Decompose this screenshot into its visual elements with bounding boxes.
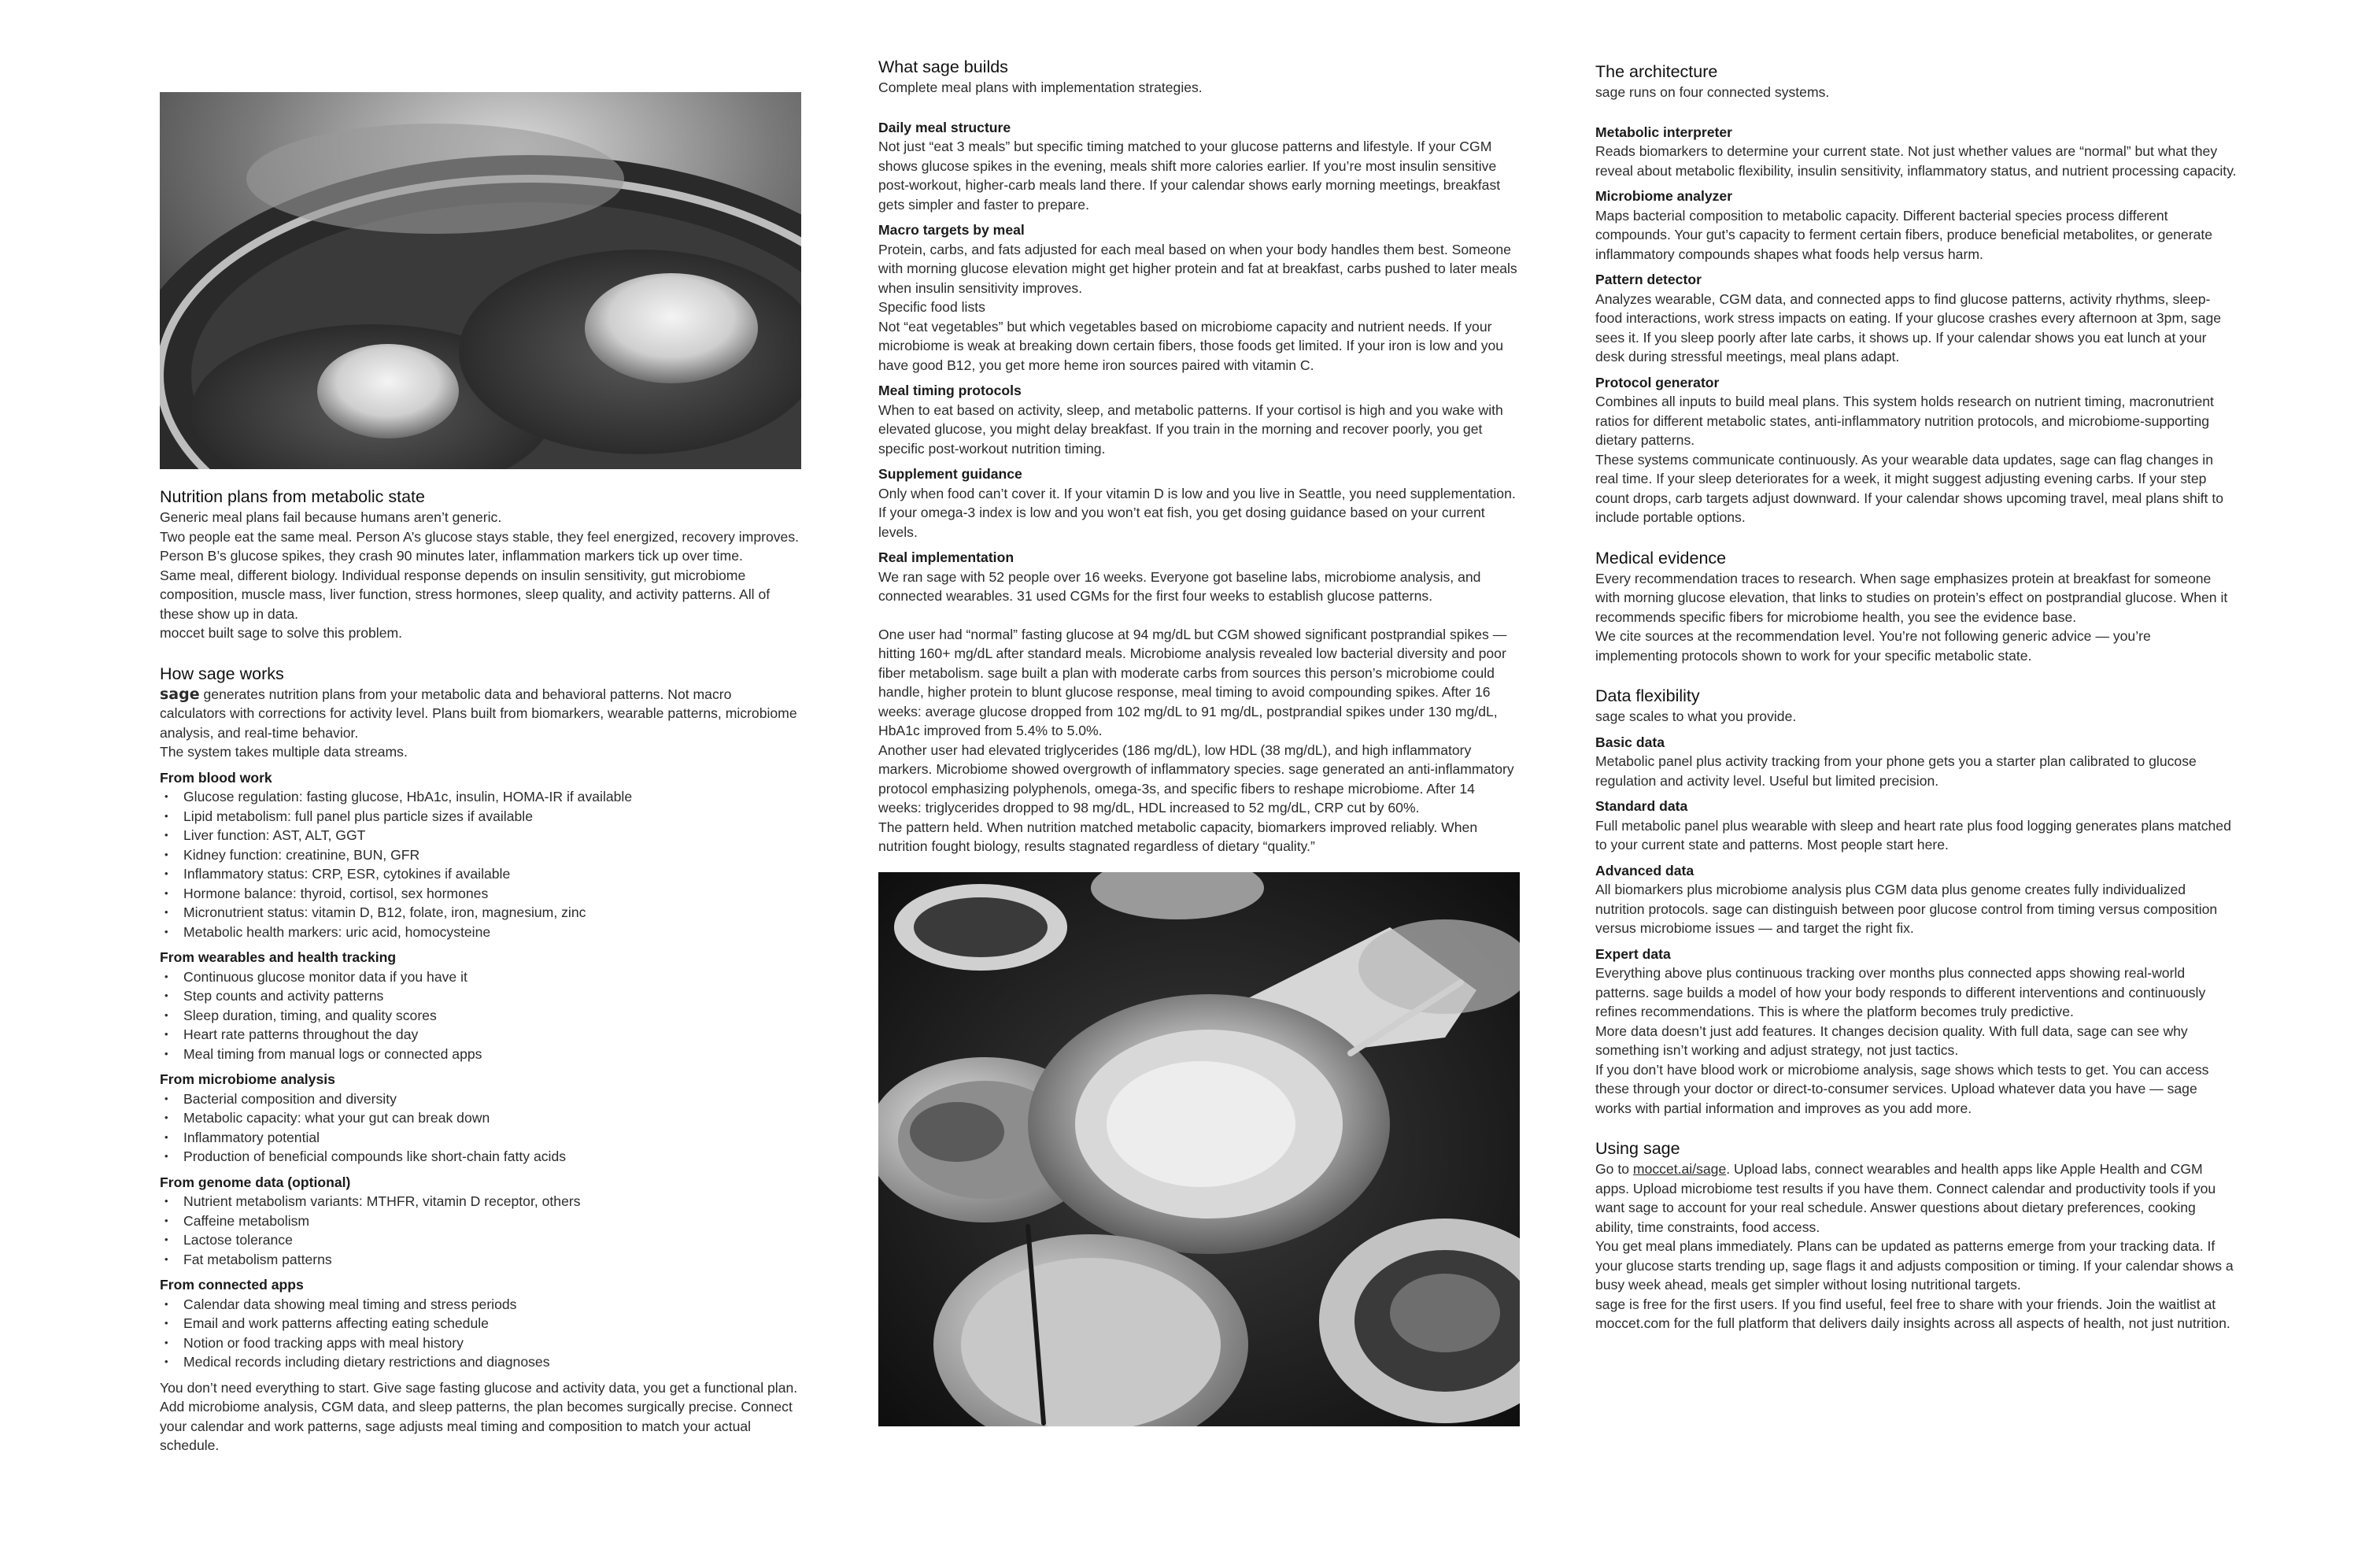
paragraph-case-two: Another user had elevated triglycerides (186 mg/dL), low HDL (38 mg/dL), and high inflammatory markers. Microbiome showed overgrowth of inflammatory species. sage generated an anti-inflammatory protocol emphasizing polyphenols, omega-3s, and specific fibers to reshape microbiome. After 14 weeks: triglycerides dropped to 98 mg/dL, HDL increased to 52 mg/dL, CRP cut by 60%.: [878, 742, 1514, 816]
list-item: • Notion or food tracking apps with meal history: [160, 1333, 801, 1353]
intro-paragraph: Same meal, different biology. Individual response depends on insulin sensitivity, gut microbiome composition, muscle mass, liver function, stress hormones, sleep quality, and activity patterns. All of these show up in data.: [160, 567, 771, 622]
subheading-advanced-data: Advanced data: [1595, 862, 1694, 878]
column-right: [1595, 61, 2237, 1333]
sage-brand-word: sage: [160, 685, 200, 703]
list-item: • Micronutrient status: vitamin D, B12, folate, iron, magnesium, zinc: [160, 903, 801, 923]
column-left: [160, 0, 801, 1455]
subheading-standard-data: Standard data: [1595, 798, 1688, 814]
list-item: • Bacterial composition and diversity: [160, 1089, 801, 1109]
outro-paragraph: You don’t need everything to start. Give sage fasting glucose and activity data, you get a functional plan. Add microbiome analysis, CGM data, and sleep patterns, the plan becomes surgically precise. Connect your calendar and work patterns, sage adjusts meal timing and composition to match your actual schedule.: [160, 1379, 798, 1453]
intro-paragraph: moccet built sage to solve this problem.: [160, 625, 403, 641]
subheading-daily-meal-structure: Daily meal structure: [878, 119, 1011, 135]
list-microbiome: [160, 1089, 801, 1167]
label-specific-food-lists: Specific food lists: [878, 299, 985, 315]
how-paragraph-2: The system takes multiple data streams.: [160, 744, 408, 760]
section-title-architecture: The architecture: [1595, 62, 1718, 81]
using-text-post: . Upload labs, connect wearables and health apps like Apple Health and CGM apps. Upload microbiome test results if you have them. Connect calendar and productivity tools if you want sage to account for your real schedule. Answer questions about dietary preferences, cooking ability, time constraints, food access.: [1595, 1161, 2216, 1235]
list-item: • Liver function: AST, ALT, GGT: [160, 826, 801, 845]
subheading-metabolic-interpreter: Metabolic interpreter: [1595, 124, 1733, 140]
list-item: • Medical records including dietary restrictions and diagnoses: [160, 1352, 801, 1372]
paragraph-meal-timing: When to eat based on activity, sleep, and metabolic patterns. If your cortisol is high and you wake with elevated glucose, you might delay breakfast. If you train in the morning and recover poorly, you get specific post-workout nutrition timing.: [878, 401, 1503, 457]
paragraph-basic-data: Metabolic panel plus activity tracking from your phone gets you a starter plan calibrated to glucose regulation and activity level. Useful but limited precision.: [1595, 753, 2197, 789]
list-item: • Email and work patterns affecting eating schedule: [160, 1314, 801, 1333]
list-item: • Calendar data showing meal timing and stress periods: [160, 1295, 801, 1315]
paragraph-metabolic-interpreter: Reads biomarkers to determine your current state. Not just whether values are “normal” but what they reveal about metabolic flexibility, insulin sensitivity, inflammatory status, and nutrient processing capacity.: [1595, 143, 2237, 179]
subheading-real-implementation: Real implementation: [878, 549, 1014, 565]
section-title-what-sage-builds: What sage builds: [878, 57, 1008, 76]
list-item: • Metabolic capacity: what your gut can break down: [160, 1108, 801, 1128]
photo-restaurant-table-dishes: [878, 872, 1520, 1426]
how-paragraph: [160, 685, 801, 743]
paragraph-macro-targets: Protein, carbs, and fats adjusted for each meal based on when your body handles them best. Someone with morning glucose elevation might get higher protein and fat at breakfast, carbs pushed to later meals when insulin sensitivity improves.: [878, 241, 1517, 296]
section-title-using-sage: Using sage: [1595, 1139, 1680, 1158]
list-item: • Lactose tolerance: [160, 1230, 801, 1250]
using-text-pre: Go to: [1595, 1161, 1633, 1177]
paragraph-more-data: More data doesn’t just add features. It changes decision quality. With full data, sage can see why something isn’t working and adjust strategy, not just tactics.: [1595, 1023, 2188, 1058]
list-item: • Lipid metabolism: full panel plus particle sizes if available: [160, 807, 801, 827]
paragraph-real-implementation: We ran sage with 52 people over 16 weeks. Everyone got baseline labs, microbiome analysis, and connected wearables. 31 used CGMs for the first four weeks to establish glucose patterns.: [878, 568, 1481, 604]
subheading-protocol-generator: Protocol generator: [1595, 374, 1720, 390]
section-subtitle: Complete meal plans with implementation strategies.: [878, 80, 1203, 95]
list-blood-work: [160, 787, 801, 941]
paragraph-free-for-first-users: sage is free for the first users. If you find useful, feel free to share with your friends. Join the waitlist at moccet.com for the full platform that delivers daily insights across all aspects of health, not just nutrition.: [1595, 1296, 2230, 1331]
section-title-nutrition-plans: Nutrition plans from metabolic state: [160, 487, 425, 506]
list-item: • Glucose regulation: fasting glucose, HbA1c, insulin, HOMA-IR if available: [160, 787, 801, 807]
intro-paragraph: Two people eat the same meal. Person A’s glucose stays stable, they feel energized, recovery improves. Person B’s glucose spikes, they crash 90 minutes later, inflammation markers tick up over time.: [160, 528, 800, 564]
subheading-expert-data: Expert data: [1595, 945, 1671, 962]
subheading-pattern-detector: Pattern detector: [1595, 272, 1702, 287]
intro-paragraph: Generic meal plans fail because humans aren’t generic.: [160, 509, 502, 525]
paragraph-microbiome-analyzer: Maps bacterial composition to metabolic capacity. Different bacterial species process different compounds. Your gut’s capacity to ferment certain fibers, produce beneficial metabolites, or generate inflammatory compounds shapes what foods help versus harm.: [1595, 207, 2213, 262]
list-item: • Inflammatory potential: [160, 1128, 801, 1148]
subheading-meal-timing: Meal timing protocols: [878, 383, 1022, 398]
list-genome: [160, 1192, 801, 1269]
subheading-blood-work: From blood work: [160, 769, 272, 786]
paragraph-advanced-data: All biomarkers plus microbiome analysis plus CGM data plus genome creates fully individualized nutrition protocols. sage can distinguish between poor glucose control from timing versus composition versus microbiome issues — and target the right fix.: [1595, 882, 2218, 936]
list-item: • Sleep duration, timing, and quality scores: [160, 1006, 801, 1026]
list-item: • Nutrient metabolism variants: MTHFR, vitamin D receptor, others: [160, 1192, 801, 1211]
list-item: • Caffeine metabolism: [160, 1211, 801, 1231]
paragraph-expert-data: Everything above plus continuous tracking over months plus connected apps showing real-world patterns. sage builds a model of how your body responds to different interventions and continuously refines recommendations. This is where the platform becomes truly predictive.: [1595, 965, 2206, 1019]
list-item: • Meal timing from manual logs or connected apps: [160, 1045, 801, 1064]
list-item: • Metabolic health markers: uric acid, homocysteine: [160, 923, 801, 942]
paragraph-medical-evidence: Every recommendation traces to research. When sage emphasizes protein at breakfast for someone with morning glucose elevation, that links to studies on protein’s effect on postprandial glucose. When it recommends specific fibers for microbiome health, you see the evidence base.: [1595, 570, 2228, 625]
subheading-macro-targets: Macro targets by meal: [878, 222, 1025, 238]
list-connected-apps: [160, 1295, 801, 1372]
paragraph-cite-sources: We cite sources at the recommendation level. You’re not following generic advice — you’re implementing protocols shown to work for your specific metabolic state.: [1595, 628, 2151, 664]
subheading-genome: From genome data (optional): [160, 1174, 351, 1190]
paragraph-case-one: One user had “normal” fasting glucose at 94 mg/dL but CGM showed significant postprandial spikes — hitting 160+ mg/dL after standard meals. Microbiome analysis revealed low bacterial diversity and poor fiber metabolism. sage built a plan with moderate carbs from sources this person’s microbiome could handle, higher protein to blunt glucose response, meal timing to avoid compounding spikes. After 16 weeks: average glucose dropped from 102 mg/dL to 91 mg/dL, postprandial spikes under 130 mg/dL, HbA1c improved from 5.4% to 5.0%.: [878, 626, 1507, 738]
paragraph-protocol-generator: Combines all inputs to build meal plans. This system holds research on nutrient timing, macronutrient ratios for different metabolic states, anti-inflammatory nutrition protocols, and microbiome-supporting dietary patterns.: [1595, 394, 2214, 448]
section-subtitle: sage scales to what you provide.: [1595, 708, 1797, 724]
section-subtitle: sage runs on four connected systems.: [1595, 84, 1830, 100]
photo-grilled-bread-plate: [160, 92, 801, 469]
list-item: • Heart rate patterns throughout the day: [160, 1025, 801, 1045]
moccet-sage-link[interactable]: moccet.ai/sage: [1632, 1161, 1727, 1177]
paragraph-missing-tests: If you don’t have blood work or microbiome analysis, sage shows which tests to get. You can access these through your doctor or direct-to-consumer services. Upload whatever data you have — sage works with partial information and improves as you add more.: [1595, 1061, 2209, 1116]
paragraph-meal-plans-immediately: You get meal plans immediately. Plans can be updated as patterns emerge from your tracking data. If your glucose starts trending up, sage flags it and adjusts composition or timing. If your calendar shows a busy week ahead, meals get simpler without losing nutritional targets.: [1595, 1238, 2234, 1293]
column-middle: [878, 57, 1520, 1426]
list-item: • Fat metabolism patterns: [160, 1250, 801, 1270]
paragraph-supplement-guidance: Only when food can’t cover it. If your vitamin D is low and you live in Seattle, you need supplementation. If your omega-3 index is low and you won’t eat fish, you get dosing guidance based on your current levels.: [878, 485, 1516, 540]
list-item: • Hormone balance: thyroid, cortisol, sex hormones: [160, 884, 801, 904]
paragraph-daily-meal-structure: Not just “eat 3 meals” but specific timing matched to your glucose patterns and lifestyle. If your CGM shows glucose spikes in the evening, meals shift more calories earlier. If you’re most insulin sensitive post-workout, higher-carb meals land there. If your calendar shows early morning meetings, breakfast gets simpler and faster to prepare.: [878, 139, 1501, 213]
section-title-data-flexibility: Data flexibility: [1595, 686, 1700, 705]
paragraph-systems-communicate: These systems communicate continuously. As your wearable data updates, sage can flag changes in real time. If your sleep deteriorates for a week, it might suggest adjusting evening carbs. If your step count drops, carb targets adjust downward. If your calendar shows upcoming travel, meal plans shift to include portable options.: [1595, 451, 2223, 525]
subheading-wearables: From wearables and health tracking: [160, 949, 397, 965]
paragraph-pattern-detector: Analyzes wearable, CGM data, and connected apps to find glucose patterns, activity rhythms, sleep-food interactions, work stress impacts on eating. If your glucose crashes every afternoon at 3pm, sage sees it. If you sleep poorly after late carbs, it shows up. If your calendar shows you eat lunch at your desk during stressful meetings, meal plans adapt.: [1595, 290, 2222, 364]
list-item: • Step counts and activity patterns: [160, 986, 801, 1006]
list-item: • Inflammatory status: CRP, ESR, cytokines if available: [160, 864, 801, 884]
subheading-connected-apps: From connected apps: [160, 1277, 304, 1293]
subheading-microbiome-analyzer: Microbiome analyzer: [1595, 188, 1733, 204]
list-item: • Kidney function: creatinine, BUN, GFR: [160, 845, 801, 865]
paragraph-using-sage: [1595, 1160, 2237, 1237]
section-title-medical-evidence: Medical evidence: [1595, 548, 1727, 568]
section-title-how-sage-works: How sage works: [160, 664, 284, 683]
paragraph-food-lists: Not “eat vegetables” but which vegetables based on microbiome capacity and nutrient needs. If your microbiome is weak at breaking down certain fibers, those foods get limited. If your iron is low and you have good B12, you get more heme iron sources paired with vitamin C.: [878, 318, 1504, 373]
paragraph-standard-data: Full metabolic panel plus wearable with sleep and heart rate plus food logging generates plans matched to your current state and patterns. Most people start here.: [1595, 817, 2231, 853]
subheading-supplement-guidance: Supplement guidance: [878, 466, 1022, 482]
list-wearables: [160, 967, 801, 1064]
subheading-basic-data: Basic data: [1595, 734, 1665, 750]
paragraph-pattern-held: The pattern held. When nutrition matched metabolic capacity, biomarkers improved reliably. When nutrition fought biology, results stagnated regardless of dietary “quality.”: [878, 819, 1478, 854]
list-item: • Production of beneficial compounds like short-chain fatty acids: [160, 1147, 801, 1167]
how-paragraph-text: generates nutrition plans from your metabolic data and behavioral patterns. Not macro calculators with corrections for activity level. Plans built from biomarkers, wearable patterns, microbiome analysis, and real-time behavior.: [160, 686, 797, 741]
list-item: • Continuous glucose monitor data if you have it: [160, 967, 801, 987]
subheading-microbiome: From microbiome analysis: [160, 1071, 335, 1087]
